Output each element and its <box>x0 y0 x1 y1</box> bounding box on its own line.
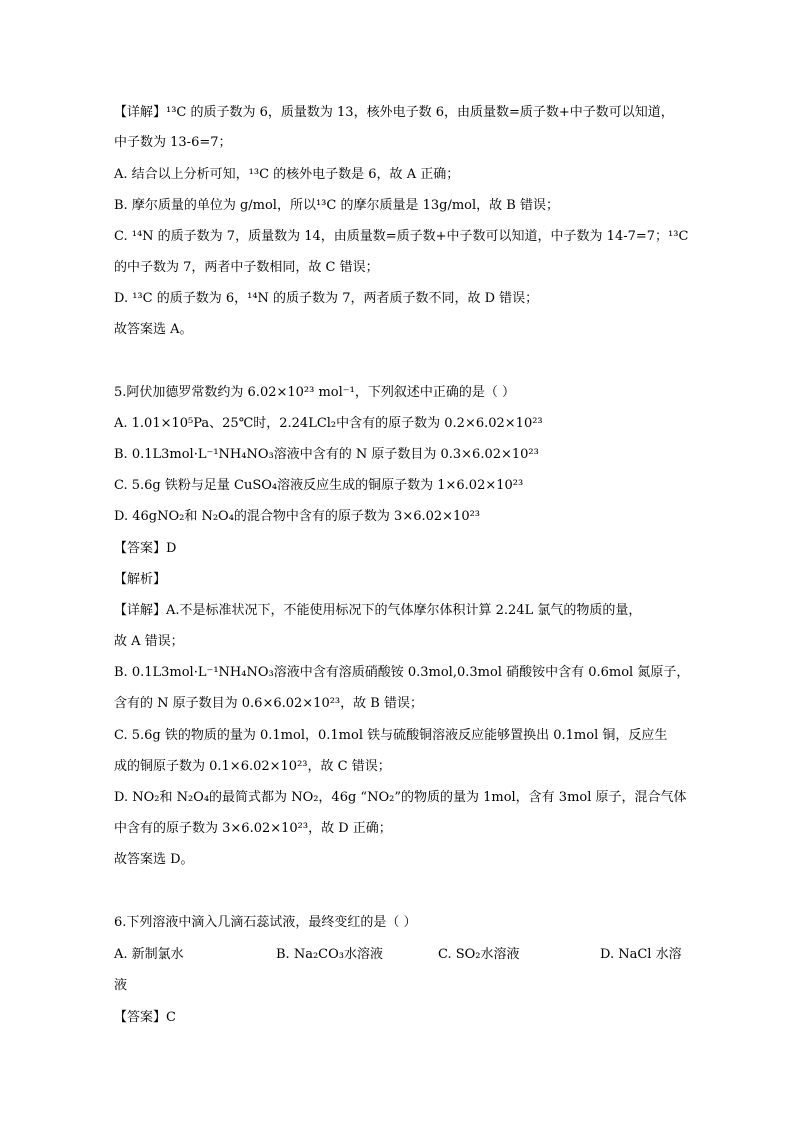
q4-option-D-explanation: D. ¹³C 的质子数为 6，¹⁴N 的质子数为 7，两者质子数不同，故 D 错误； <box>114 291 539 306</box>
q5-option-A: A. 1.01×10⁵Pa、25℃时，2.24LCl₂中含有的原子数为 0.2×6.02×10²³ <box>114 416 543 431</box>
q4-option-C-explanation-line1: C. ¹⁴N 的质子数为 7，质量数为 14，由质量数=质子数+中子数可以知道，中子数为 14-7=7；¹³C <box>114 229 689 244</box>
q5-C-explanation-line1: C. 5.6g 铁的物质的量为 0.1mol，0.1mol 铁与硫酸铜溶液反应能够置换出 0.1mol 铜，反应生 <box>114 728 668 743</box>
q5-detail-line2: 故 A 错误； <box>114 634 184 649</box>
q4-option-A-explanation: A. 结合以上分析可知，¹³C 的核外电子数是 6，故 A 正确； <box>114 167 460 182</box>
q6-option-B: B. Na₂CO₃水溶液 <box>276 947 383 962</box>
q4-conclusion: 故答案选 A。 <box>114 322 193 337</box>
q5-D-explanation-line2: 中含有的原子数为 3×6.02×10²³，故 D 正确； <box>114 821 392 836</box>
q5-option-B: B. 0.1L3mol·L⁻¹NH₄NO₃溶液中含有的 N 原子数目为 0.3×6.02×10²³ <box>114 447 539 462</box>
q5-B-explanation-line2: 含有的 N 原子数目为 0.6×6.02×10²³，故 B 错误； <box>114 696 423 711</box>
q6-option-A: A. 新制氯水 <box>114 947 184 962</box>
q6-answer: 【答案】C <box>114 1010 176 1025</box>
q4-option-B-explanation: B. 摩尔质量的单位为 g/mol，所以¹³C 的摩尔质量是 13g/mol，故 B 错误； <box>114 198 559 213</box>
q5-detail-line1: 【详解】A.不是标准状况下，不能使用标况下的气体摩尔体积计算 2.24L 氯气的物质的量， <box>114 603 642 618</box>
q6-stem: 6.下列溶液中滴入几滴石蕊试液，最终变红的是（ ） <box>114 915 417 930</box>
q5-conclusion: 故答案选 D。 <box>114 852 194 867</box>
q5-analysis-label: 【解析】 <box>114 572 167 587</box>
q6-option-D-wrap: 液 <box>114 978 128 993</box>
q5-D-explanation-line1: D. NO₂和 N₂O₄的最简式都为 NO₂，46g “NO₂”的物质的量为 1mol，含有 3mol 原子，混合气体 <box>114 790 687 805</box>
q6-option-C: C. SO₂水溶液 <box>438 947 520 962</box>
q5-option-C: C. 5.6g 铁粉与足量 CuSO₄溶液反应生成的铜原子数为 1×6.02×10²³ <box>114 478 524 493</box>
q5-answer: 【答案】D <box>114 541 177 556</box>
q4-detail-line2: 中子数为 13-6=7； <box>114 135 232 150</box>
q4-option-C-explanation-line2: 的中子数为 7，两者中子数相同，故 C 错误； <box>114 260 379 275</box>
q5-option-D: D. 46gNO₂和 N₂O₄的混合物中含有的原子数为 3×6.02×10²³ <box>114 509 481 524</box>
q6-option-D: D. NaCl 水溶 <box>600 947 682 962</box>
q5-stem: 5.阿伏加德罗常数约为 6.02×10²³ mol⁻¹，下列叙述中正确的是（ ） <box>114 385 515 400</box>
q5-B-explanation-line1: B. 0.1L3mol·L⁻¹NH₄NO₃溶液中含有溶质硝酸铵 0.3mol,0.3mol 硝酸铵中含有 0.6mol 氮原子， <box>114 665 690 680</box>
q5-C-explanation-line2: 成的铜原子数为 0.1×6.02×10²³，故 C 错误； <box>114 759 391 774</box>
q4-detail-line1: 【详解】¹³C 的质子数为 6，质量数为 13，核外电子数 6，由质量数=质子数+中子数可以知道， <box>114 105 674 120</box>
